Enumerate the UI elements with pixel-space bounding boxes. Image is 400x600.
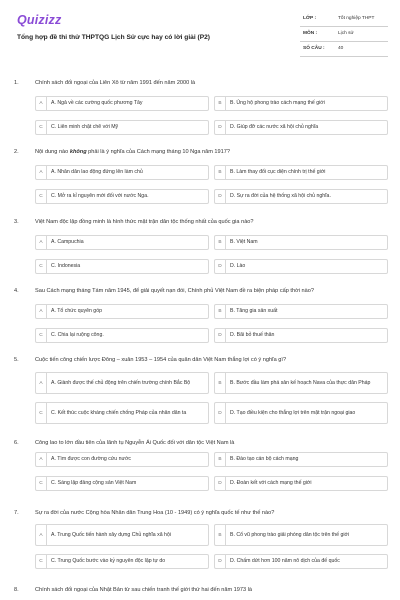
option-text: B. Cổ vũ phong trào giải phóng dân tộc trên thế giới (230, 531, 350, 538)
option-letter: B (215, 373, 226, 393)
answer-option-c[interactable] (35, 120, 209, 135)
option-text: C. Liên minh chặt chẽ với Mỹ (51, 124, 119, 131)
answer-option-a[interactable] (35, 165, 209, 180)
option-letter: C (36, 121, 47, 134)
option-letter: C (36, 190, 47, 203)
option-text: D. Tạo điều kiện cho thắng lợi trên mặt trận ngoại giao (230, 409, 356, 416)
option-letter: B (215, 236, 226, 249)
option-letter: A (36, 97, 47, 110)
option-letter: A (36, 236, 47, 249)
question-text: Cuộc tiến công chiến lược Đông – xuân 1953 – 1954 của quân dân Việt Nam thắng lợi có ý nghĩa gì? (35, 357, 287, 363)
answer-option-b[interactable] (214, 372, 388, 394)
answer-option-d[interactable] (214, 189, 388, 204)
option-letter: B (215, 305, 226, 318)
option-text: C. Sáng lập đảng cộng sản Việt Nam (51, 480, 137, 487)
option-text: B. Việt Nam (230, 239, 258, 246)
option-letter: C (36, 403, 47, 423)
option-text: B. Đào tạo cán bộ cách mạng (230, 456, 299, 463)
question-text-pre: Nội dung nào (35, 149, 70, 155)
answer-option-c[interactable] (35, 328, 209, 343)
option-text: A. Trung Quốc tiến hành xây dựng Chủ nghĩa xã hội (51, 531, 171, 538)
option-letter: D (215, 329, 226, 342)
option-text: D. Sự ra đời của hệ thống xã hội chủ nghĩa. (230, 193, 331, 200)
option-letter: A (36, 525, 47, 545)
info-value: 40 (338, 46, 344, 51)
option-text: C. Trung Quốc bước vào kỷ nguyên độc lập tự do (51, 558, 166, 565)
option-letter: B (215, 166, 226, 179)
answer-option-b[interactable] (214, 452, 388, 467)
info-label: SỐ CÂU : (303, 46, 325, 51)
question-text: Sau Cách mạng tháng Tám năm 1945, để giải quyết nạn đói, Chính phủ Việt Nam đề ra biện pháp cấp thời nào? (35, 288, 314, 294)
option-letter: D (215, 190, 226, 203)
answer-option-d[interactable] (214, 328, 388, 343)
option-letter: D (215, 477, 226, 490)
answer-option-a[interactable] (35, 235, 209, 250)
answer-option-b[interactable] (214, 524, 388, 546)
option-text: B. Làm thay đổi cục diện chính trị thế giới (230, 169, 326, 176)
answer-option-d[interactable] (214, 476, 388, 491)
option-letter: C (36, 477, 47, 490)
option-letter: D (215, 260, 226, 273)
question-text-emphasis: không (69, 149, 87, 155)
option-letter: A (36, 453, 47, 466)
option-text: A. Nhân dân lao động đứng lên làm chủ (51, 169, 143, 176)
question-text: Công lao to lớn đầu tiên của lãnh tụ Nguyễn Ái Quốc đối với dân tộc Việt Nam là (35, 440, 235, 446)
question-text: Chính sách đối ngoại của Nhật Bản từ sau chiến tranh thế giới thứ hai đến năm 1973 là (35, 587, 253, 593)
option-text: A. Campuchia (51, 239, 84, 246)
option-letter: D (215, 555, 226, 568)
answer-option-d[interactable] (214, 120, 388, 135)
question-number: 1. (14, 80, 19, 86)
option-text: B. Bước đầu làm phá sản kế hoạch Nava của thực dân Pháp (230, 379, 371, 386)
answer-option-c[interactable] (35, 554, 209, 569)
option-text: C. Mở ra kỉ nguyên mới đối với nước Nga. (51, 193, 149, 200)
option-text: B. Ủng hộ phong trào cách mạng thế giới (230, 100, 325, 107)
info-row-class (300, 12, 388, 27)
question-number: 6. (14, 440, 19, 446)
option-text: B. Tăng gia sản xuất (230, 308, 278, 315)
answer-option-a[interactable] (35, 524, 209, 546)
answer-option-c[interactable] (35, 259, 209, 274)
option-text: C. Kết thúc cuộc kháng chiến chống Pháp của nhân dân ta (51, 409, 187, 416)
worksheet-header (0, 0, 400, 64)
answer-option-b[interactable] (214, 304, 388, 319)
question-text-post: phải là ý nghĩa của Cách mạng tháng 10 Nga năm 1917? (86, 149, 230, 155)
question-number: 4. (14, 288, 19, 294)
option-letter: B (215, 525, 226, 545)
option-text: D. Lào (230, 263, 246, 270)
answer-option-c[interactable] (35, 189, 209, 204)
info-row-count (300, 42, 388, 57)
option-letter: D (215, 121, 226, 134)
question-text (35, 149, 380, 156)
option-text: D. Đoàn kết với cách mạng thế giới (230, 480, 312, 487)
answer-option-a[interactable] (35, 304, 209, 319)
option-letter: A (36, 166, 47, 179)
answer-option-b[interactable] (214, 165, 388, 180)
option-text: D. Chấm dứt hơn 100 năm nô dịch của đế quốc (230, 558, 340, 565)
option-text: D. Bãi bỏ thuế thân (230, 332, 275, 339)
info-value: Tốt nghiệp THPT (338, 16, 375, 21)
option-letter: C (36, 260, 47, 273)
option-letter: D (215, 403, 226, 423)
question-number: 8. (14, 587, 19, 593)
question-number: 5. (14, 357, 19, 363)
info-row-subject (300, 27, 388, 42)
info-label: MÔN : (303, 31, 318, 36)
option-text: A. Tìm được con đường cứu nước (51, 456, 131, 463)
option-text: A. Tổ chức quyên góp (51, 308, 102, 315)
question-text: Chính sách đối ngoại của Liên Xô từ năm 1991 đến năm 2000 là (35, 80, 196, 86)
info-label: LỚP : (303, 16, 317, 21)
answer-option-d[interactable] (214, 259, 388, 274)
answer-option-b[interactable] (214, 235, 388, 250)
option-text: C. Indonesia (51, 263, 81, 270)
answer-option-c[interactable] (35, 402, 209, 424)
option-letter: B (215, 97, 226, 110)
question-number: 3. (14, 219, 19, 225)
info-table (300, 12, 388, 57)
answer-option-d[interactable] (214, 554, 388, 569)
answer-option-d[interactable] (214, 402, 388, 424)
option-text: A. Giành được thế chủ động trên chiến trường chính Bắc Bộ (51, 379, 191, 386)
answer-option-c[interactable] (35, 476, 209, 491)
question-number: 2. (14, 149, 19, 155)
answer-option-a[interactable] (35, 372, 209, 394)
option-letter: C (36, 329, 47, 342)
worksheet-title: Tổng hợp đề thi thử THPTQG Lịch Sử cực hay có lời giải (P2) (17, 34, 210, 41)
option-text: D. Giúp đỡ các nước xã hội chủ nghĩa (230, 124, 319, 131)
question-text: Việt Nam độc lập đồng minh là hình thức mặt trận dân tộc thống nhất của quốc gia nào? (35, 219, 254, 225)
option-letter: C (36, 555, 47, 568)
option-letter: B (215, 453, 226, 466)
question-text: Sự ra đời của nước Cộng hòa Nhân dân Trung Hoa (10 - 1949) có ý nghĩa quốc tế như thế nào? (35, 510, 275, 516)
question-number: 7. (14, 510, 19, 516)
answer-option-a[interactable] (35, 96, 209, 111)
option-letter: A (36, 305, 47, 318)
option-text: C. Chia lại ruộng công. (51, 332, 104, 339)
option-text: A. Ngả về các cường quốc phương Tây (51, 100, 143, 107)
option-letter: A (36, 373, 47, 393)
answer-option-a[interactable] (35, 452, 209, 467)
answer-option-b[interactable] (214, 96, 388, 111)
quizizz-logo: Quizizz (17, 13, 62, 27)
info-value: Lịch sử (338, 31, 354, 36)
